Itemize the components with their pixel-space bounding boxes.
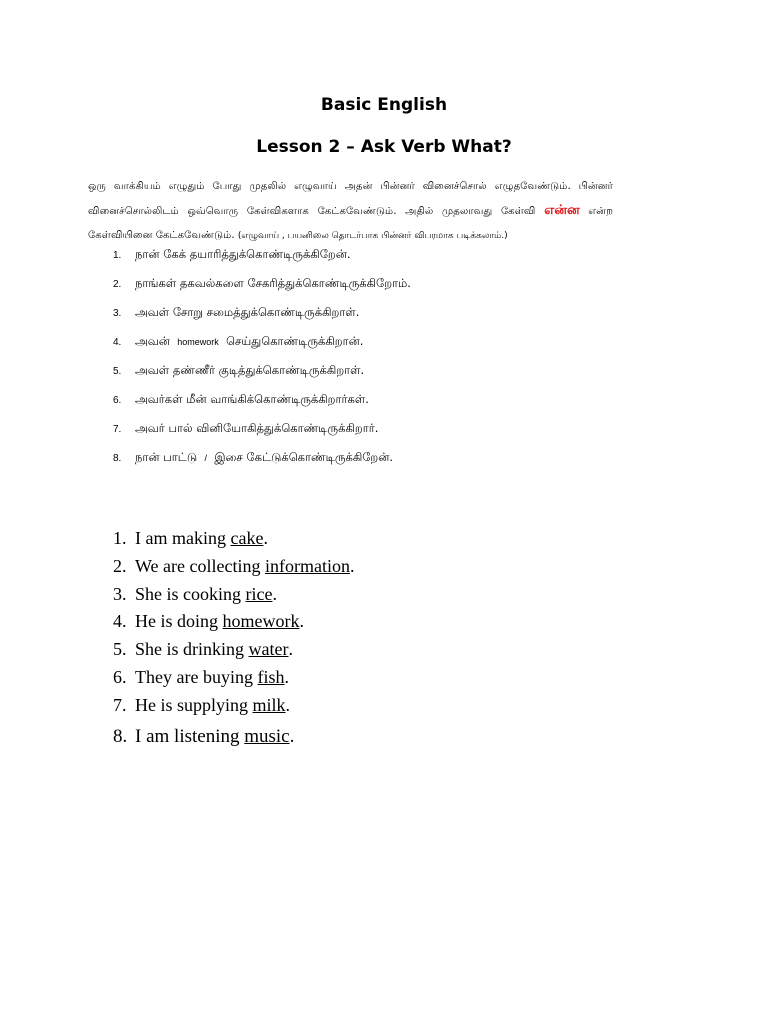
item-object: cake [230,528,264,548]
item-number: 1. [113,250,122,261]
item-number: 3. [113,583,127,604]
item-object: homework [222,611,300,632]
item-period: . [288,639,293,660]
list-item [113,556,354,584]
item-number: 8. [113,453,122,464]
item-text: I am making [135,528,231,548]
list-item [113,667,354,695]
list-item [113,695,354,723]
list-item [113,247,411,276]
list-item [113,421,411,450]
item-text: She is drinking [135,639,249,660]
item-number: 7. [113,694,127,715]
item-number: 5. [113,366,122,377]
item-number: 7. [113,424,122,435]
list-item [113,726,354,754]
list-item [113,276,411,305]
item-text: He is supplying [135,694,253,715]
item-number: 3. [113,308,122,319]
item-period: . [284,666,289,687]
item-text: நாங்கள் தகவல்களை சேகரித்துக்கொண்டிருக்கிறோம். [135,276,411,290]
document-title: Basic English [320,95,448,115]
item-text-cont: இசை கேட்டுக்கொண்டிருக்கிறேன். [214,450,394,464]
item-object: water [248,639,289,660]
item-period: . [263,528,268,548]
intro-text-cont: என்ற கேள்வியினை கேட்கவேண்டும். [88,206,613,241]
item-text: அவள் தண்ணீர் குடித்துக்கொண்டிருக்கிறாள். [135,363,365,377]
item-object: information [264,555,350,576]
item-period: . [299,611,304,632]
item-text: அவன் [135,334,170,348]
list-item [113,611,354,639]
item-object: milk [252,694,286,715]
item-number: 4. [113,611,127,632]
item-object: music [244,725,290,747]
item-number: 2. [113,279,122,290]
item-period: . [349,555,355,576]
list-item [113,305,411,334]
item-text: He is doing [135,611,223,632]
item-number: 6. [113,395,122,406]
item-text: நான் கேக் தயாரித்துக்கொண்டிருக்கிறேன். [135,247,351,261]
item-number: 2. [113,555,127,576]
item-separator: / [204,453,208,463]
list-item [113,584,354,612]
item-object: fish [257,666,285,687]
item-text: She is cooking [135,583,246,604]
highlight-word: என்ன [544,203,580,218]
item-text-cont: செய்துகொண்டிருக்கிறான். [226,334,364,348]
english-sentence-list [113,528,354,753]
intro-note: (எழுவாய் , பயனிலை தொடர்பாக பின்னர் விபரமாக படிக்கலாம்.) [237,231,508,241]
item-text: அவள் சோறு சமைத்துக்கொண்டிருக்கிறாள். [135,305,360,319]
item-object: rice [245,583,273,604]
list-item [113,363,411,392]
list-item [113,639,354,667]
item-text: அவர் பால் வினியோகித்துக்கொண்டிருக்கிறார். [135,421,379,435]
intro-text: ஒரு வாக்கியம் எழுதும் போது முதலில் எழுவாய் அதன் பின்னர் வினைச்சொல் எழுதவேண்டும். பின்னர் வினைச்சொல்லிடம் ஒவ்வொரு கேள்விகளாக கேட்கவேண்டும். அதில் முதலாவது கேள்வி [88,181,613,217]
item-number: 6. [113,666,127,687]
item-text: அவர்கள் மீன் வாங்கிக்கொண்டிருக்கிறார்கள். [135,392,369,406]
item-period: . [289,725,295,747]
item-number: 1. [113,528,127,548]
lesson-title: Lesson 2 – Ask Verb What? [256,137,512,157]
tamil-sentence-list [113,247,411,479]
item-text: நான் பாட்டு [135,450,198,464]
list-item [113,450,411,479]
item-english-word: homework [177,337,219,347]
list-item [113,392,411,421]
intro-paragraph [88,175,613,248]
item-text: I am listening [135,725,245,747]
item-period: . [272,583,277,604]
item-text: We are collecting [135,555,265,576]
item-number: 5. [113,639,127,660]
item-number: 4. [113,337,122,348]
list-item [113,528,354,556]
item-text: They are buying [135,666,258,687]
item-number: 8. [113,725,128,747]
item-period: . [285,694,291,715]
list-item [113,334,411,363]
